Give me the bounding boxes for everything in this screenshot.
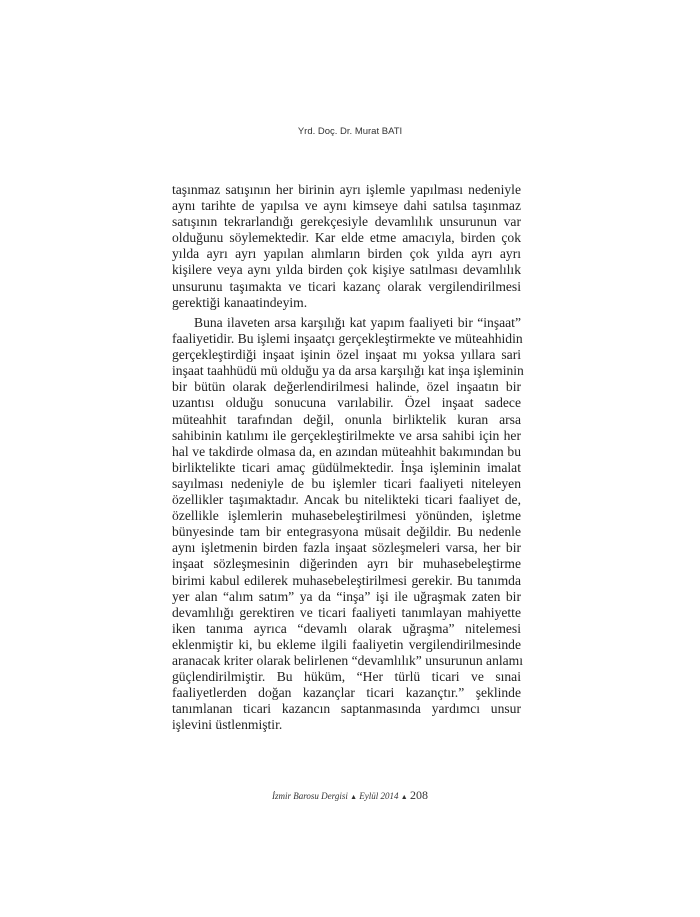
paragraph-2 xyxy=(172,315,524,733)
footer-separator: ▲ xyxy=(400,793,408,801)
text-line: unsurunu taşımakta ve ticari kazanç olarak vergilendirilmesi xyxy=(172,278,521,294)
paragraph-1 xyxy=(172,182,521,311)
text-line: satışının tekrarlandığı gerekçesiyle devamlılık unsurunun var xyxy=(172,214,521,230)
text-line: işlevini üstlenmiştir. xyxy=(172,717,283,733)
text-line: olduğunu söylemektedir. Kar elde etme amacıyla, birden çok xyxy=(172,230,521,246)
text-line: faaliyetidir. Bu işlemi inşaatçı gerçekleştirmekte ve müteahhidin xyxy=(172,331,523,347)
text-line: özellikler taşımaktadır. Ancak bu nitelikteki ticari faaliyet de, xyxy=(172,492,521,508)
text-line: gerçekleştirdiği inşaat işinin özel inşaat mı yoksa yıllara sari xyxy=(172,347,521,363)
text-line: kişilere veya aynı yılda birden çok kişiye satılması devamlılık xyxy=(172,262,521,278)
text-line: bünyesinde tam bir entegrasyona müsait değildir. Bu nedenle xyxy=(172,524,521,540)
text-line: hal ve takdirde olmasa da, en azından müteahhit bakımından bu xyxy=(172,443,521,459)
text-line: aranacak kriter olarak belirlenen “devamlılık” unsurunun anlamı xyxy=(172,652,524,668)
footer-journal: İzmir Barosu Dergisi xyxy=(272,791,348,801)
text-line: aynı işletmenin birden fazla inşaat sözleşmeleri varsa, her bir xyxy=(172,540,521,556)
footer-date: Eylül 2014 xyxy=(359,791,399,801)
text-line: Buna ilaveten arsa karşılığı kat yapım faaliyeti bir “inşaat” xyxy=(194,315,521,330)
text-line: yılda ayrı ayrı yapılan alımların birden çok yılda ayrı ayrı xyxy=(172,246,521,262)
text-line: faaliyetlerden doğan kazançlar ticari kazançtır.” şeklinde xyxy=(172,685,521,701)
page-footer xyxy=(0,788,700,803)
text-line: sayılması nedeniyle de bu işlemler ticari faaliyeti niteleyen xyxy=(172,475,521,491)
text-line: eklenmiştir ki, bu ekleme ilgili faaliyetin vergilendirilmesinde xyxy=(172,636,521,652)
text-line: birliktelikte ticari amaç güdülmektedir. İnşa işleminin imalat xyxy=(172,459,521,475)
text-line: sahibinin katılımı ile gerçekleştirilmekte ve arsa sahibi için her xyxy=(172,427,521,443)
text-line: inşaat taahhüdü mü olduğu ya da arsa karşılığı kat inşa işleminin xyxy=(172,363,524,379)
text-line: aynı tarihte de yapılsa ve aynı kimseye dahi satılsa taşınmaz xyxy=(172,198,521,214)
text-line: devamlılığı gerektiren ve ticari faaliyeti tanımlayan mahiyette xyxy=(172,604,521,620)
text-line: uzantısı olduğu sonucuna varılabilir. Özel inşaat sadece xyxy=(172,395,521,411)
running-header-author: Yrd. Doç. Dr. Murat BATI xyxy=(297,126,403,137)
page-number: 208 xyxy=(409,788,428,802)
footer-separator: ▲ xyxy=(350,793,358,801)
text-line: güçlendirilmiştir. Bu hüküm, “Her türlü ticari ve sınai xyxy=(172,669,521,685)
text-line: iken tanıma ayrıca “devamlı olarak uğraşma” nitelemesi xyxy=(172,620,521,636)
text-line: birimi kabul edilerek muhasebeleştirilmesi gerekir. Bu tanımda xyxy=(172,572,521,588)
text-line: bir bütün olarak değerlendirilmesi halinde, özel inşaatın bir xyxy=(172,379,521,395)
text-line: müteahhit tarafından değil, onunla birliktelik kuran arsa xyxy=(172,411,521,427)
text-line: gerektiği kanaatindeyim. xyxy=(172,294,308,310)
text-line: yer alan “alım satım” ya da “inşa” işi ile uğraşmak zaten bir xyxy=(172,588,521,604)
text-line: inşaat sözleşmesinin diğerinden ayrı bir muhasebeleştirme xyxy=(172,556,521,572)
text-line: taşınmaz satışının her birinin ayrı işlemle yapılması nedeniyle xyxy=(172,182,521,197)
text-line: tanımlanan ticari kazancın saptanmasında yardımcı unsur xyxy=(172,701,521,717)
text-line: özellikle işlemlerin muhasebeleştirilmesi yönünden, işletme xyxy=(172,508,521,524)
